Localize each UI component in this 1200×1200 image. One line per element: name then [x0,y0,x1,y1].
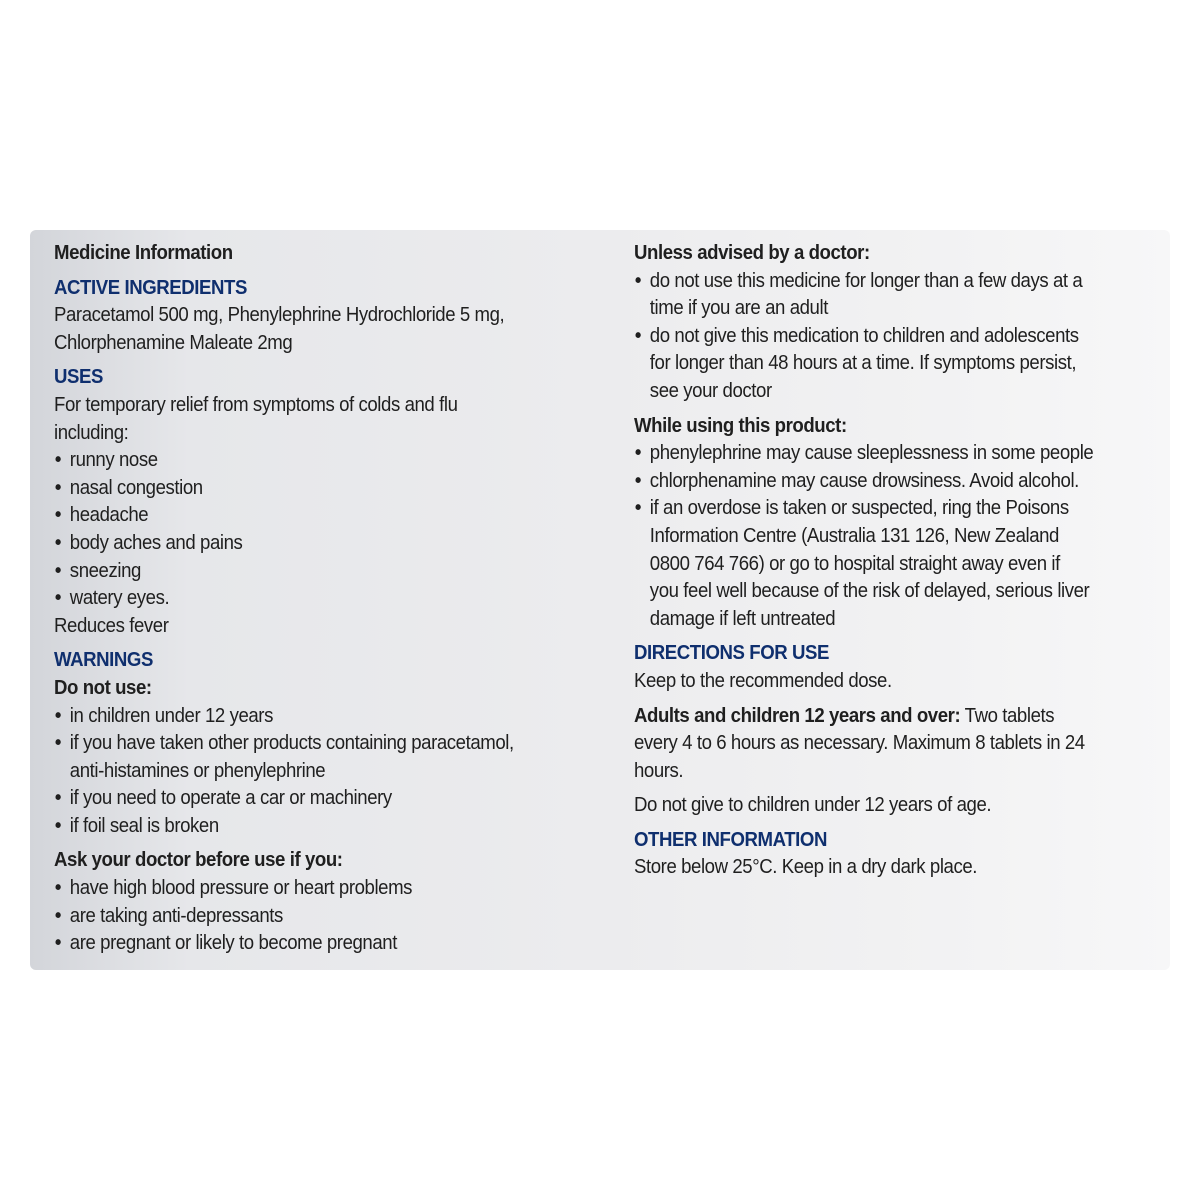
uses-intro-line: For temporary relief from symptoms of colds and flu [54,393,458,416]
list-item: • have high blood pressure or heart problems [54,875,612,903]
other-information-heading: OTHER INFORMATION [634,828,828,851]
do-not-use-label: Do not use: [54,676,152,699]
active-ingredients-line: Chlorphenamine Maleate 2mg [54,331,293,354]
list-item: • are pregnant or likely to become pregnant [54,930,612,958]
list-item: • chlorphenamine may cause drowsiness. Avoid alcohol. [634,468,1181,496]
warnings-heading: WARNINGS [54,649,153,672]
list-item: • body aches and pains [54,530,612,558]
list-item: • nasal congestion [54,475,612,503]
storage-text: Store below 25°C. Keep in a dry dark place. [634,856,978,879]
list-item: • are taking anti-depressants [54,903,612,931]
list-item: • runny nose [54,447,612,475]
list-item: • watery eyes. [54,585,612,613]
list-item: • phenylephrine may cause sleeplessness in some people [634,440,1181,468]
uses-intro-line: including: [54,421,129,444]
while-using-list [634,440,1181,633]
while-using-label: While using this product: [634,414,847,437]
children-note: Do not give to children under 12 years of age. [634,794,992,817]
uses-footer: Reduces fever [54,614,169,637]
list-item: • if you need to operate a car or machinery [54,785,612,813]
uses-list [54,447,612,613]
list-item: • in children under 12 years [54,703,612,731]
list-item: • headache [54,502,612,530]
active-ingredients-line: Paracetamol 500 mg, Phenylephrine Hydrochloride 5 mg, [54,304,505,327]
list-item: • sneezing [54,558,612,586]
right-column [634,240,1181,882]
left-column [54,240,612,958]
list-item: • if an overdose is taken or suspected, ring the Poisons Information Centre (Australia 131 126, New Zealand 0800 764 766) or go to hospital straight away even if you feel well because of the risk of delayed, serious liver damage if left untreated [634,495,1181,633]
uses-heading: USES [54,366,103,389]
active-ingredients-heading: ACTIVE INGREDIENTS [54,276,247,299]
list-item: • do not give this medication to children and adolescents for longer than 48 hours at a time. If symptoms persist, see your doctor [634,323,1181,406]
list-item: • if you have taken other products containing paracetamol, anti-histamines or phenylephrine [54,730,612,785]
unless-advised-label: Unless advised by a doctor: [634,242,870,264]
medicine-information-panel [30,230,1170,970]
list-item: • if foil seal is broken [54,813,612,841]
ask-doctor-label: Ask your doctor before use if you: [54,849,343,872]
directions-heading: DIRECTIONS FOR USE [634,642,830,665]
adults-dosage-text: Adults and children 12 years and over: Two tablets every 4 to 6 hours as necessary. Maximum 8 tablets in 24 hours. [634,704,1085,782]
keep-dose-text: Keep to the recommended dose. [634,669,892,692]
do-not-use-list [54,703,612,841]
unless-advised-list [634,268,1181,406]
ask-doctor-list [54,875,612,958]
panel-title: Medicine Information [54,242,233,264]
list-item: • do not use this medicine for longer than a few days at a time if you are an adult [634,268,1181,323]
